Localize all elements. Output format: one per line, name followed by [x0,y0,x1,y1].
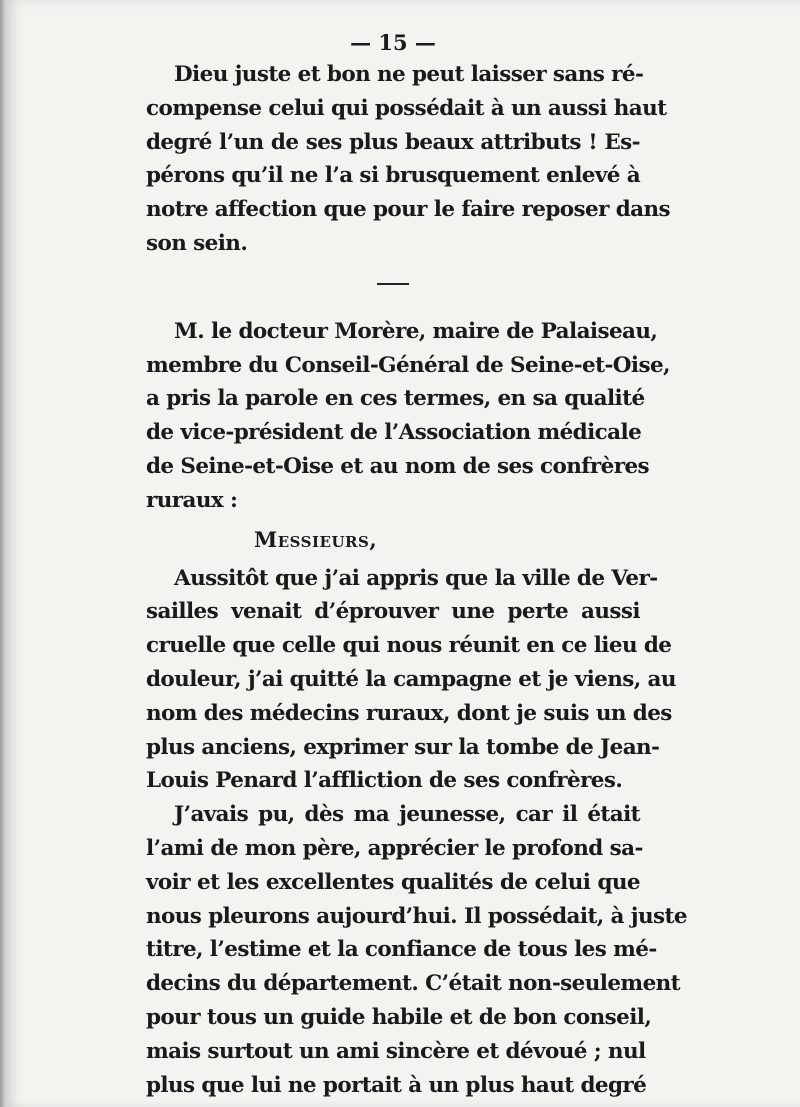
text-line: decins du département. C’était non-seulement [146,971,681,997]
salutation-text: Messieurs, [254,526,378,552]
text-line: douleur, j’ai quitté la campagne et je viens, au [146,666,676,692]
paragraph-2 [146,315,670,518]
text-line: J’avais pu, dès ma jeunesse, car il était [174,802,640,828]
text-line: notre affection que pour le faire reposer dans [146,197,671,223]
text-line: Louis Penard l’affliction de ses confrères. [146,768,623,794]
text-line: de vice-président de l’Association médicale [146,420,642,446]
section-separator [377,283,409,285]
text-line: a pris la parole en ces termes, en sa qualité [146,386,645,412]
text-line: l’ami de mon père, apprécier le profond sa- [146,835,643,861]
page-binding-shadow [0,0,10,1107]
text-line: voir et les excellentes qualités de celui que [146,869,640,895]
text-line: sailles venait d’éprouver une perte aussi [146,599,640,625]
text-line: cruelle que celle qui nous réunit en ce lieu de [146,633,672,659]
text-line: degré l’un de ses plus beaux attributs ! Es- [146,129,640,155]
text-line: nous pleurons aujourd’hui. Il possédait, à juste [146,903,687,929]
text-line: plus que lui ne portait à un plus haut degré [146,1072,647,1098]
text-line: ruraux : [146,487,238,513]
text-line: mais surtout un ami sincère et dévoué ; nul [146,1038,646,1064]
text-line: M. le docteur Morère, maire de Palaiseau, [174,318,658,344]
text-line: membre du Conseil-Général de Seine-et-Oise, [146,352,670,378]
text-line: nom des médecins ruraux, dont je suis un des [146,700,672,726]
page-number: — 15 — [350,30,436,55]
text-line: Dieu juste et bon ne peut laisser sans ré- [174,62,644,87]
paragraph-3 [146,562,676,799]
text-line: pérons qu’il ne l’a si brusquement enlevé à [146,163,641,189]
paragraph-1 [146,58,671,261]
text-line: pour tous un guide habile et de bon conseil, [146,1004,652,1030]
text-line: plus anciens, exprimer sur la tombe de Jean- [146,734,660,760]
paragraph-4 [146,798,687,1102]
text-line: de Seine-et-Oise et au nom de ses confrères [146,453,650,479]
text-line: son sein. [146,230,248,256]
salutation [146,518,640,562]
text-line: titre, l’estime et la confiance de tous les mé- [146,937,657,963]
text-line: Aussitôt que j’ai appris que la ville de Ver- [174,565,658,591]
text-line: compense celui qui possédait à un aussi haut [146,95,667,121]
page-text [146,28,687,1102]
